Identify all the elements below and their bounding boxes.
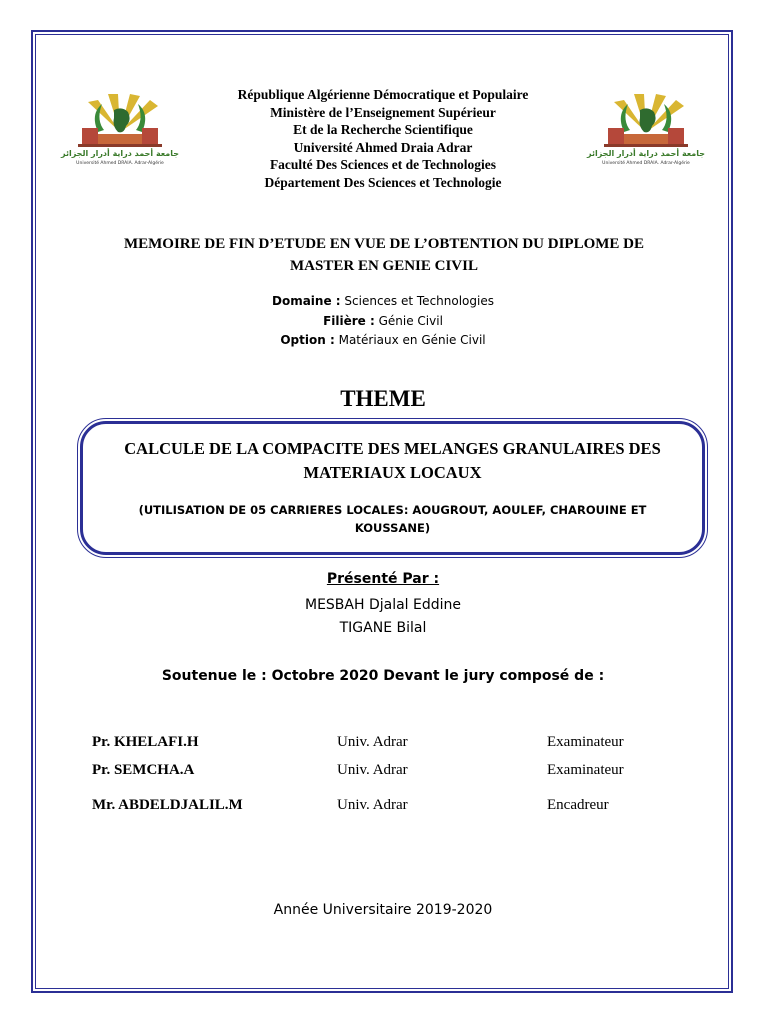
presented-by-label: Présenté Par :	[326, 571, 440, 587]
svg-text:جامعة أحمد دراية أدرار الجزائر: جامعة أحمد دراية أدرار الجزائر	[60, 149, 180, 158]
field-domaine-value: Sciences et Technologies	[344, 294, 494, 308]
field-filiere-value: Génie Civil	[378, 313, 443, 328]
header-line-recherche: Et de la Recherche Scientifique	[293, 122, 473, 137]
memoire-title	[80, 233, 688, 277]
theme-subtitle	[100, 501, 685, 537]
svg-text:Université Ahmed DRAIA. Adrar-: Université Ahmed DRAIA. Adrar-Algérie	[76, 161, 164, 166]
study-fields	[150, 292, 616, 351]
theme-heading: THEME	[340, 386, 426, 411]
header-line-ministere: Ministère de l’Enseignement Supérieur	[270, 104, 496, 120]
student-name: MESBAH Djalal Eddine	[304, 597, 462, 613]
header-line-universite: Université Ahmed Draia Adrar	[293, 139, 473, 155]
jury-row	[92, 797, 692, 817]
jury-name: Mr. ABDELDJALIL.M	[92, 797, 243, 813]
jury-role: Encadreur	[547, 797, 609, 813]
jury-name: Pr. KHELAFI.H	[92, 734, 199, 750]
student-names	[200, 594, 566, 640]
theme-title	[100, 437, 685, 485]
header-line-faculte: Faculté Des Sciences et de Technologies	[269, 157, 497, 172]
field-option	[150, 331, 616, 351]
jury-role: Examinateur	[547, 734, 624, 750]
theme-title-line-1: CALCULE DE LA COMPACITE DES MELANGES GRANULAIRES DES	[124, 439, 661, 458]
jury-univ: Univ. Adrar	[337, 762, 408, 778]
theme-subtitle-line-1: (UTILISATION DE 05 CARRIERES LOCALES: AOUGROUT, AOULEF, CHAROUINE ET	[138, 503, 647, 517]
field-option-label: Option :	[280, 333, 335, 347]
memoire-line-1: MEMOIRE DE FIN D’ETUDE EN VUE DE L’OBTENTION DU DIPLOME DE	[123, 236, 645, 252]
jury-row	[92, 734, 692, 754]
theme-subtitle-line-2: KOUSSANE)	[354, 521, 431, 535]
field-option-value: Matériaux en Génie Civil	[338, 333, 486, 347]
svg-text:جامعة أحمد دراية أدرار الجزائر: جامعة أحمد دراية أدرار الجزائر	[586, 149, 706, 158]
jury-row	[92, 762, 692, 782]
defense-line: Soutenue le : Octobre 2020 Devant le jury composé de :	[161, 668, 605, 684]
header-line-republique: République Algérienne Démocratique et Populaire	[237, 87, 529, 102]
jury-univ: Univ. Adrar	[337, 797, 408, 813]
jury-role: Examinateur	[547, 762, 624, 778]
theme-title-line-2: MATERIAUX LOCAUX	[303, 463, 482, 482]
field-filiere-label: Filière :	[323, 313, 375, 328]
institution-header	[150, 86, 616, 191]
memoire-line-2: MASTER EN GENIE CIVIL	[290, 258, 478, 274]
field-filiere	[150, 312, 616, 332]
header-line-departement: Département Des Sciences et Technologie	[264, 174, 502, 190]
academic-year: Année Universitaire 2019-2020	[273, 902, 493, 918]
jury-name: Pr. SEMCHA.A	[92, 762, 195, 778]
jury-univ: Univ. Adrar	[337, 734, 408, 750]
svg-text:Université Ahmed DRAIA. Adrar-: Université Ahmed DRAIA. Adrar-Algérie	[602, 161, 690, 166]
field-domaine-label: Domaine :	[272, 294, 341, 308]
student-name: TIGANE Bilal	[339, 620, 427, 636]
field-domaine	[150, 292, 616, 312]
